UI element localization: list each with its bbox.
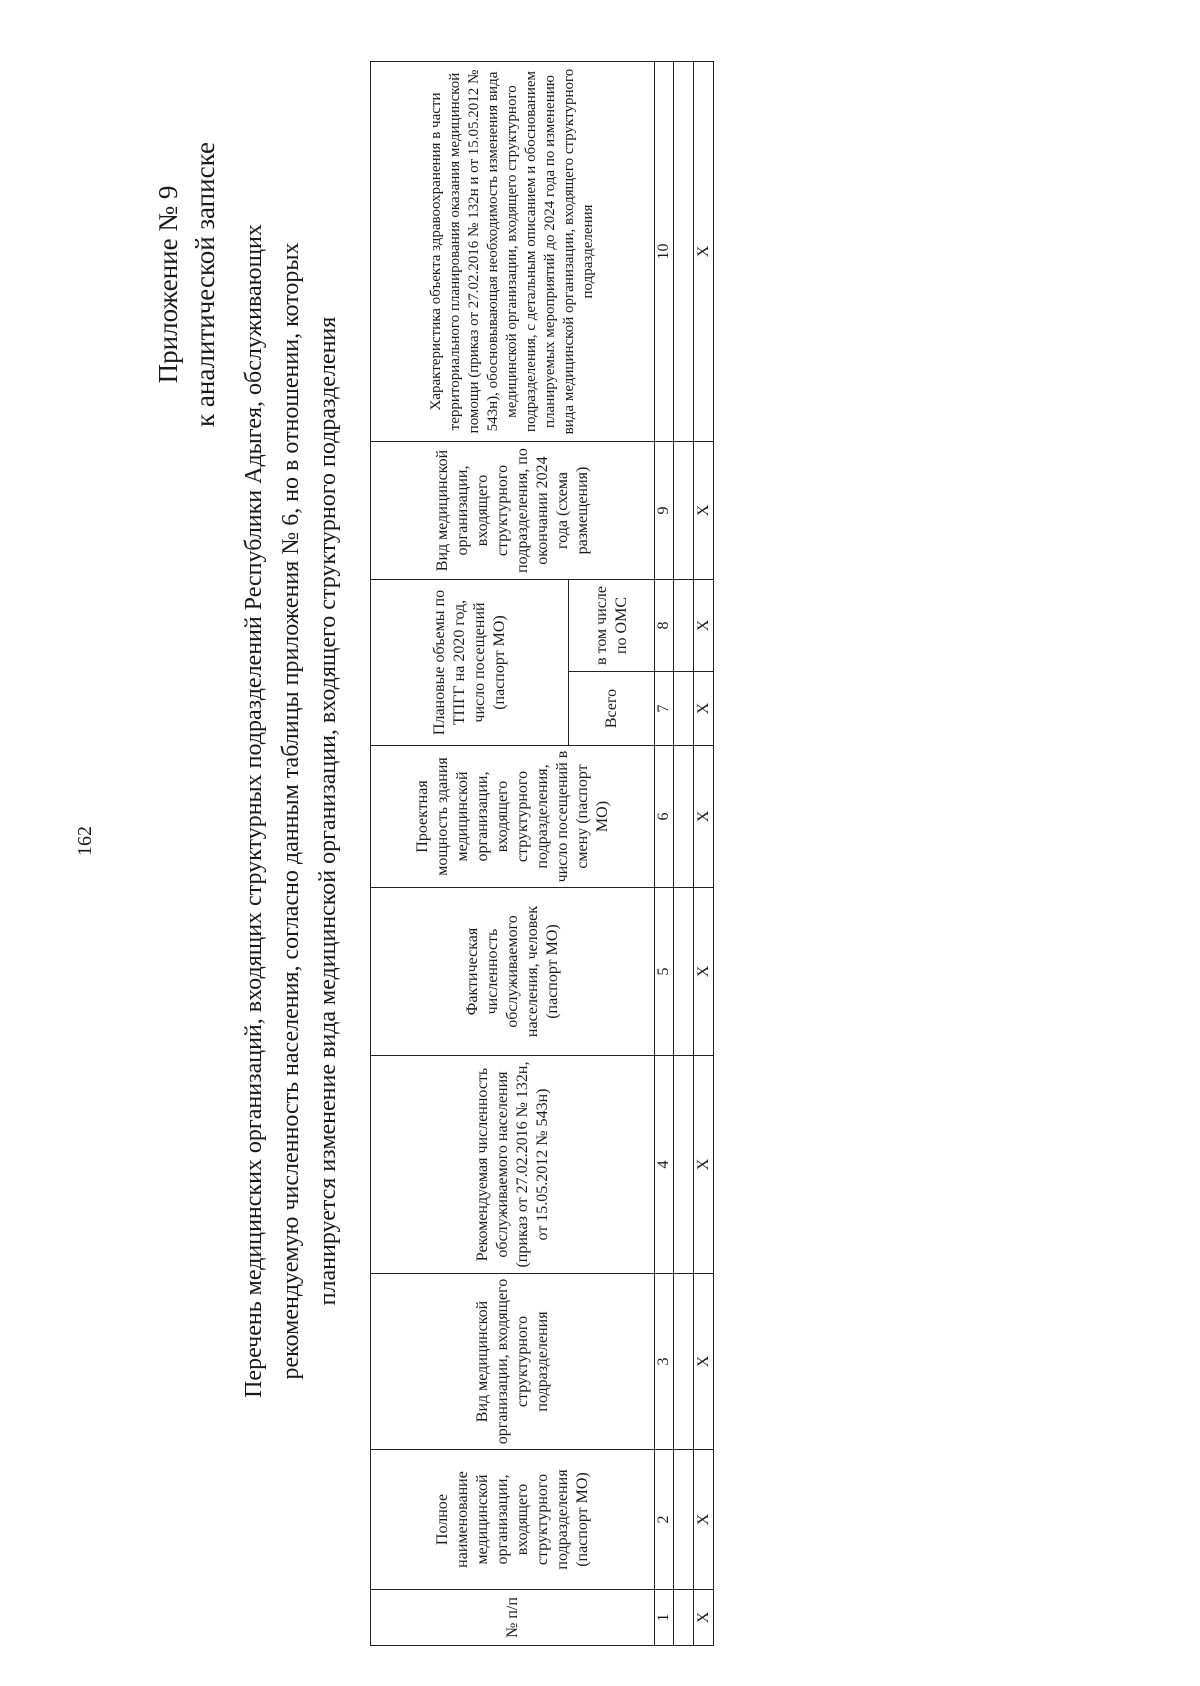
table-cell <box>674 580 694 672</box>
table-cell <box>674 62 694 442</box>
column-number: 1 <box>655 1590 674 1646</box>
header-col-2: Полное наименование медицинской организации, входящего структурного подразделения (паспорт МО) <box>371 1450 655 1590</box>
header-col-4: Рекомендуемая численность обслуживаемого населения (приказ от 27.02.2016 № 132н, от 15.05.2012 № 543н) <box>371 1056 655 1274</box>
appendix-title <box>150 142 224 427</box>
column-number: 5 <box>655 888 674 1056</box>
table-cell: Х <box>694 672 714 746</box>
column-number: 8 <box>655 580 674 672</box>
header-col-9: Вид медицинской организации, входящего структурного подразделения, по окончании 2024 года (схема размещения) <box>371 442 655 580</box>
table-cell: Х <box>694 580 714 672</box>
table-cell: Х <box>694 1590 714 1646</box>
table-cell: Х <box>694 1056 714 1274</box>
table-cell: Х <box>694 888 714 1056</box>
column-number: 3 <box>655 1274 674 1450</box>
header-col-1: № п/п <box>371 1590 655 1646</box>
table-cell: Х <box>694 746 714 888</box>
table-row <box>674 62 694 1646</box>
column-number: 9 <box>655 442 674 580</box>
header-col-6: Проектная мощность здания медицинской организации, входящего структурного подразделения, число посещений в смену (паспорт МО) <box>371 746 655 888</box>
table-cell <box>674 746 694 888</box>
appendix-line-2: к аналитической записке <box>190 142 220 427</box>
table-cell <box>674 1450 694 1590</box>
page-number: 162 <box>74 826 96 856</box>
column-number: 6 <box>655 746 674 888</box>
organizations-table <box>370 61 714 1646</box>
header-col-7: Всего <box>569 672 655 746</box>
header-col-3: Вид медицинской организации, входящего структурного подразделения <box>371 1274 655 1450</box>
table-cell: Х <box>694 62 714 442</box>
appendix-line-1: Приложение № 9 <box>153 185 183 384</box>
heading-line-1: Перечень медицинских организаций, входящих структурных подразделений Республики Адыгея, обслуживающих <box>241 224 267 1398</box>
heading-line-3: планируется изменение вида медицинской организации, входящего структурного подразделения <box>315 316 341 1306</box>
document-heading <box>236 86 347 1536</box>
column-number-row <box>655 62 674 1646</box>
table-cell <box>674 672 694 746</box>
table-row <box>694 62 714 1646</box>
table-cell <box>674 1056 694 1274</box>
header-col-5: Фактическая численность обслуживаемого населения, человек (паспорт МО) <box>371 888 655 1056</box>
table-cell: Х <box>694 1274 714 1450</box>
header-col-7-8: Плановые объемы по ТПГГ на 2020 год, число посещений (паспорт МО) <box>371 580 569 746</box>
table-cell: Х <box>694 442 714 580</box>
column-number: 4 <box>655 1056 674 1274</box>
column-number: 10 <box>655 62 674 442</box>
column-number: 7 <box>655 672 674 746</box>
header-col-10: Характеристика объекта здравоохранения в части территориального планирования оказания медицинской помощи (приказ от 27.02.2016 № 132н и от 15.05.2012 № 543н), обосновывающая необходимость изменения вида медицинской организации, входящего структурного подразделения, с детальным описанием и обоснованием планируемых мероприятий до 2024 года по изменению вида медицинской организации, входящего структурного подразделения <box>371 62 655 442</box>
table-cell <box>674 1590 694 1646</box>
table-cell: Х <box>694 1450 714 1590</box>
header-col-8: в том числе по ОМС <box>569 580 655 672</box>
heading-line-2: рекомендуемую численность населения, согласно данным таблицы приложения № 6, но в отношении, которых <box>278 242 304 1380</box>
table-cell <box>674 442 694 580</box>
table-cell <box>674 888 694 1056</box>
table-cell <box>674 1274 694 1450</box>
column-number: 2 <box>655 1450 674 1590</box>
